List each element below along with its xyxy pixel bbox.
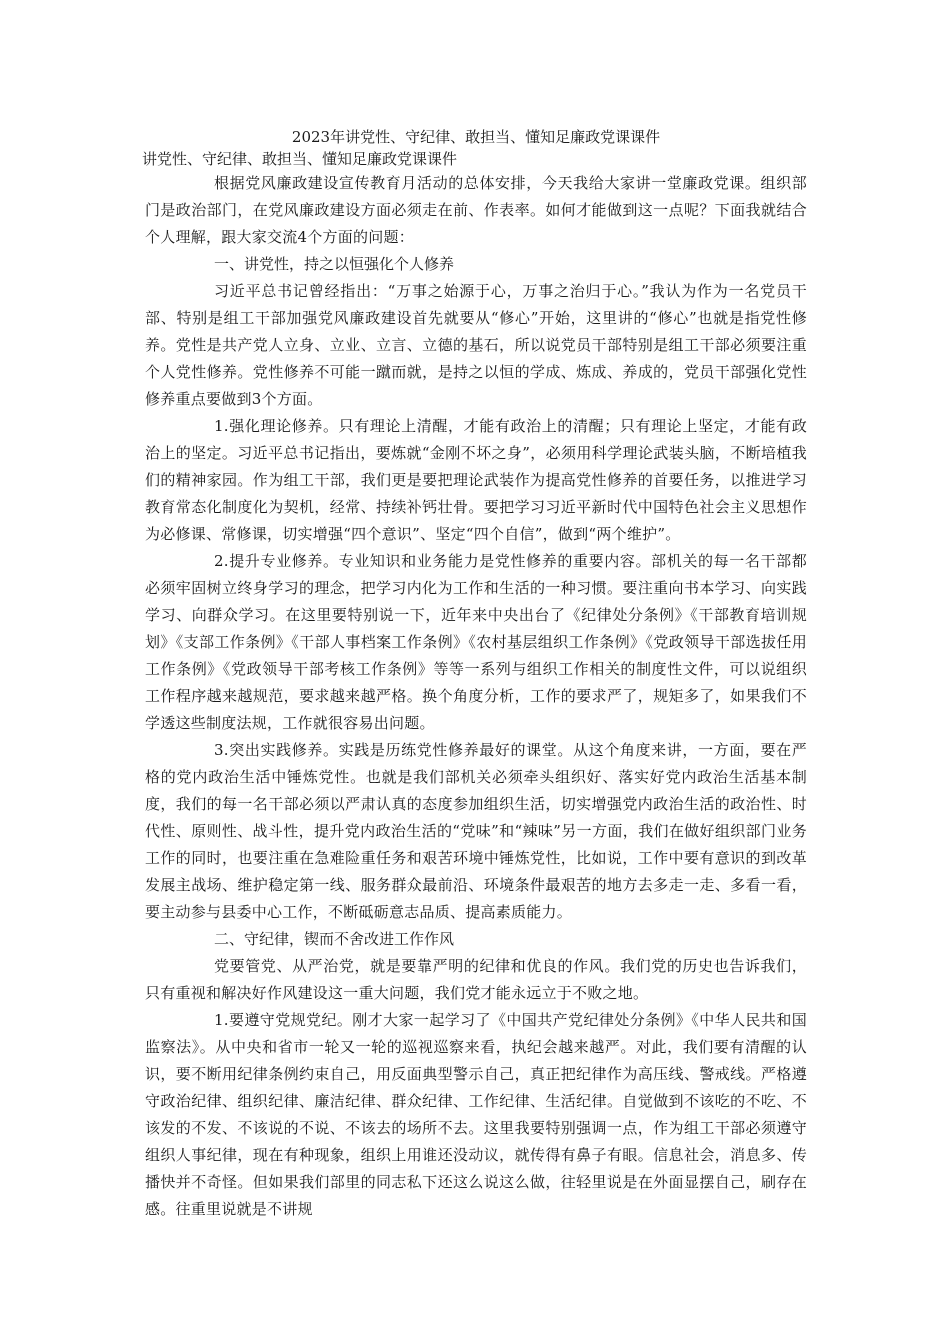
section-2-item-1: 1.要遵守党规党纪。刚才大家一起学习了《中国共产党纪律处分条例》《中华人民共和国监察法》。从中央和省市一轮又一轮的巡视巡察来看，执纪会越来越严。对此，我们要有清醒的认识，要不断用纪律条例约束自己，用反面典型警示自己，真正把纪律作为高压线、警戒线。严格遵守政治纪律、组织纪律、廉洁纪律、群众纪律、工作纪律、生活纪律。自觉做到不该吃的不吃、不该发的不发、不该说的不说、不该去的场所不去。这里我要特别强调一点，作为组工干部必须遵守组织人事纪律，现在有种现象，组织上用谁还没动议，就传得有鼻子有眼。信息社会，消息多、传播快并不奇怪。但如果我们部里的同志私下还这么说这么做，往轻里说是在外面显摆自己，刷存在感。往重里说就是不讲规 xyxy=(145,1011,807,1218)
document-page xyxy=(142,126,807,1223)
document-subtitle: 讲党性、守纪律、敢担当、懂知足廉政党课课件 xyxy=(142,150,458,168)
section-1-item-3: 3.突出实践修养。实践是历练党性修养最好的课堂。从这个角度来讲，一方面，要在严格的党内政治生活中锤炼党性。也就是我们部机关必须牵头组织好、落实好党内政治生活基本制度，我们的每一名干部必须以严肃认真的态度参加组织生活，切实增强党内政治生活的政治性、时代性、原则性、战斗性，提升党内政治生活的“党味”和“辣味”另一方面，我们在做好组织部门业务工作的同时，也要注重在急难险重任务和艰苦环境中锤炼党性，比如说，工作中要有意识的到改革发展主战场、维护稳定第一线、服务群众最前沿、环境条件最艰苦的地方去多走一走、多看一看，要主动参与县委中心工作，不断砥砺意志品质、提高素质能力。 xyxy=(145,741,807,921)
document-title: 2023年讲党性、守纪律、敢担当、懂知足廉政党课课件 xyxy=(291,128,661,146)
section-2-heading: 二、守纪律，锲而不舍改进工作作风 xyxy=(214,930,455,948)
section-1-heading: 一、讲党性，持之以恒强化个人修养 xyxy=(214,255,455,273)
intro-paragraph: 根据党风廉政建设宣传教育月活动的总体安排，今天我给大家讲一堂廉政党课。组织部门是政治部门，在党风廉政建设方面必须走在前、作表率。如何才能做到这一点呢？下面我就结合个人理解，跟大家交流4个方面的问题： xyxy=(145,174,807,246)
section-1-item-1: 1.强化理论修养。只有理论上清醒，才能有政治上的清醒；只有理论上坚定，才能有政治上的坚定。习近平总书记指出，要炼就“金刚不坏之身”，必须用科学理论武装头脑，不断培植我们的精神家园。作为组工干部，我们更是要把理论武装作为提高党性修养的首要任务，以推进学习教育常态化制度化为契机，经常、持续补钙壮骨。要把学习习近平新时代中国特色社会主义思想作为必修课、常修课，切实增强“四个意识”、坚定“四个自信”，做到“两个维护”。 xyxy=(145,417,807,543)
section-1-item-2: 2.提升专业修养。专业知识和业务能力是党性修养的重要内容。部机关的每一名干部都必须牢固树立终身学习的理念，把学习内化为工作和生活的一种习惯。要注重向书本学习、向实践学习、向群众学习。在这里要特别说一下，近年来中央出台了《纪律处分条例》《干部教育培训规划》《支部工作条例》《干部人事档案工作条例》《农村基层组织工作条例》《党政领导干部选拔任用工作条例》《党政领导干部考核工作条例》等等一系列与组织工作相关的制度性文件，可以说组织工作程序越来越规范，要求越来越严格。换个角度分析，工作的要求严了，规矩多了，如果我们不学透这些制度法规，工作就很容易出问题。 xyxy=(145,552,807,732)
section-2-intro: 党要管党、从严治党，就是要靠严明的纪律和优良的作风。我们党的历史也告诉我们，只有重视和解决好作风建设这一重大问题，我们党才能永远立于不败之地。 xyxy=(145,957,807,1002)
section-1-intro: 习近平总书记曾经指出：“万事之始源于心，万事之治归于心。”我认为作为一名党员干部、特别是组工干部加强党风廉政建设首先就要从“修心”开始，这里讲的“修心”也就是指党性修养。党性是共产党人立身、立业、立言、立德的基石，所以说党员干部特别是组工干部必须要注重个人党性修养。党性修养不可能一蹴而就，是持之以恒的学成、炼成、养成的，党员干部强化党性修养重点要做到3个方面。 xyxy=(145,282,807,408)
